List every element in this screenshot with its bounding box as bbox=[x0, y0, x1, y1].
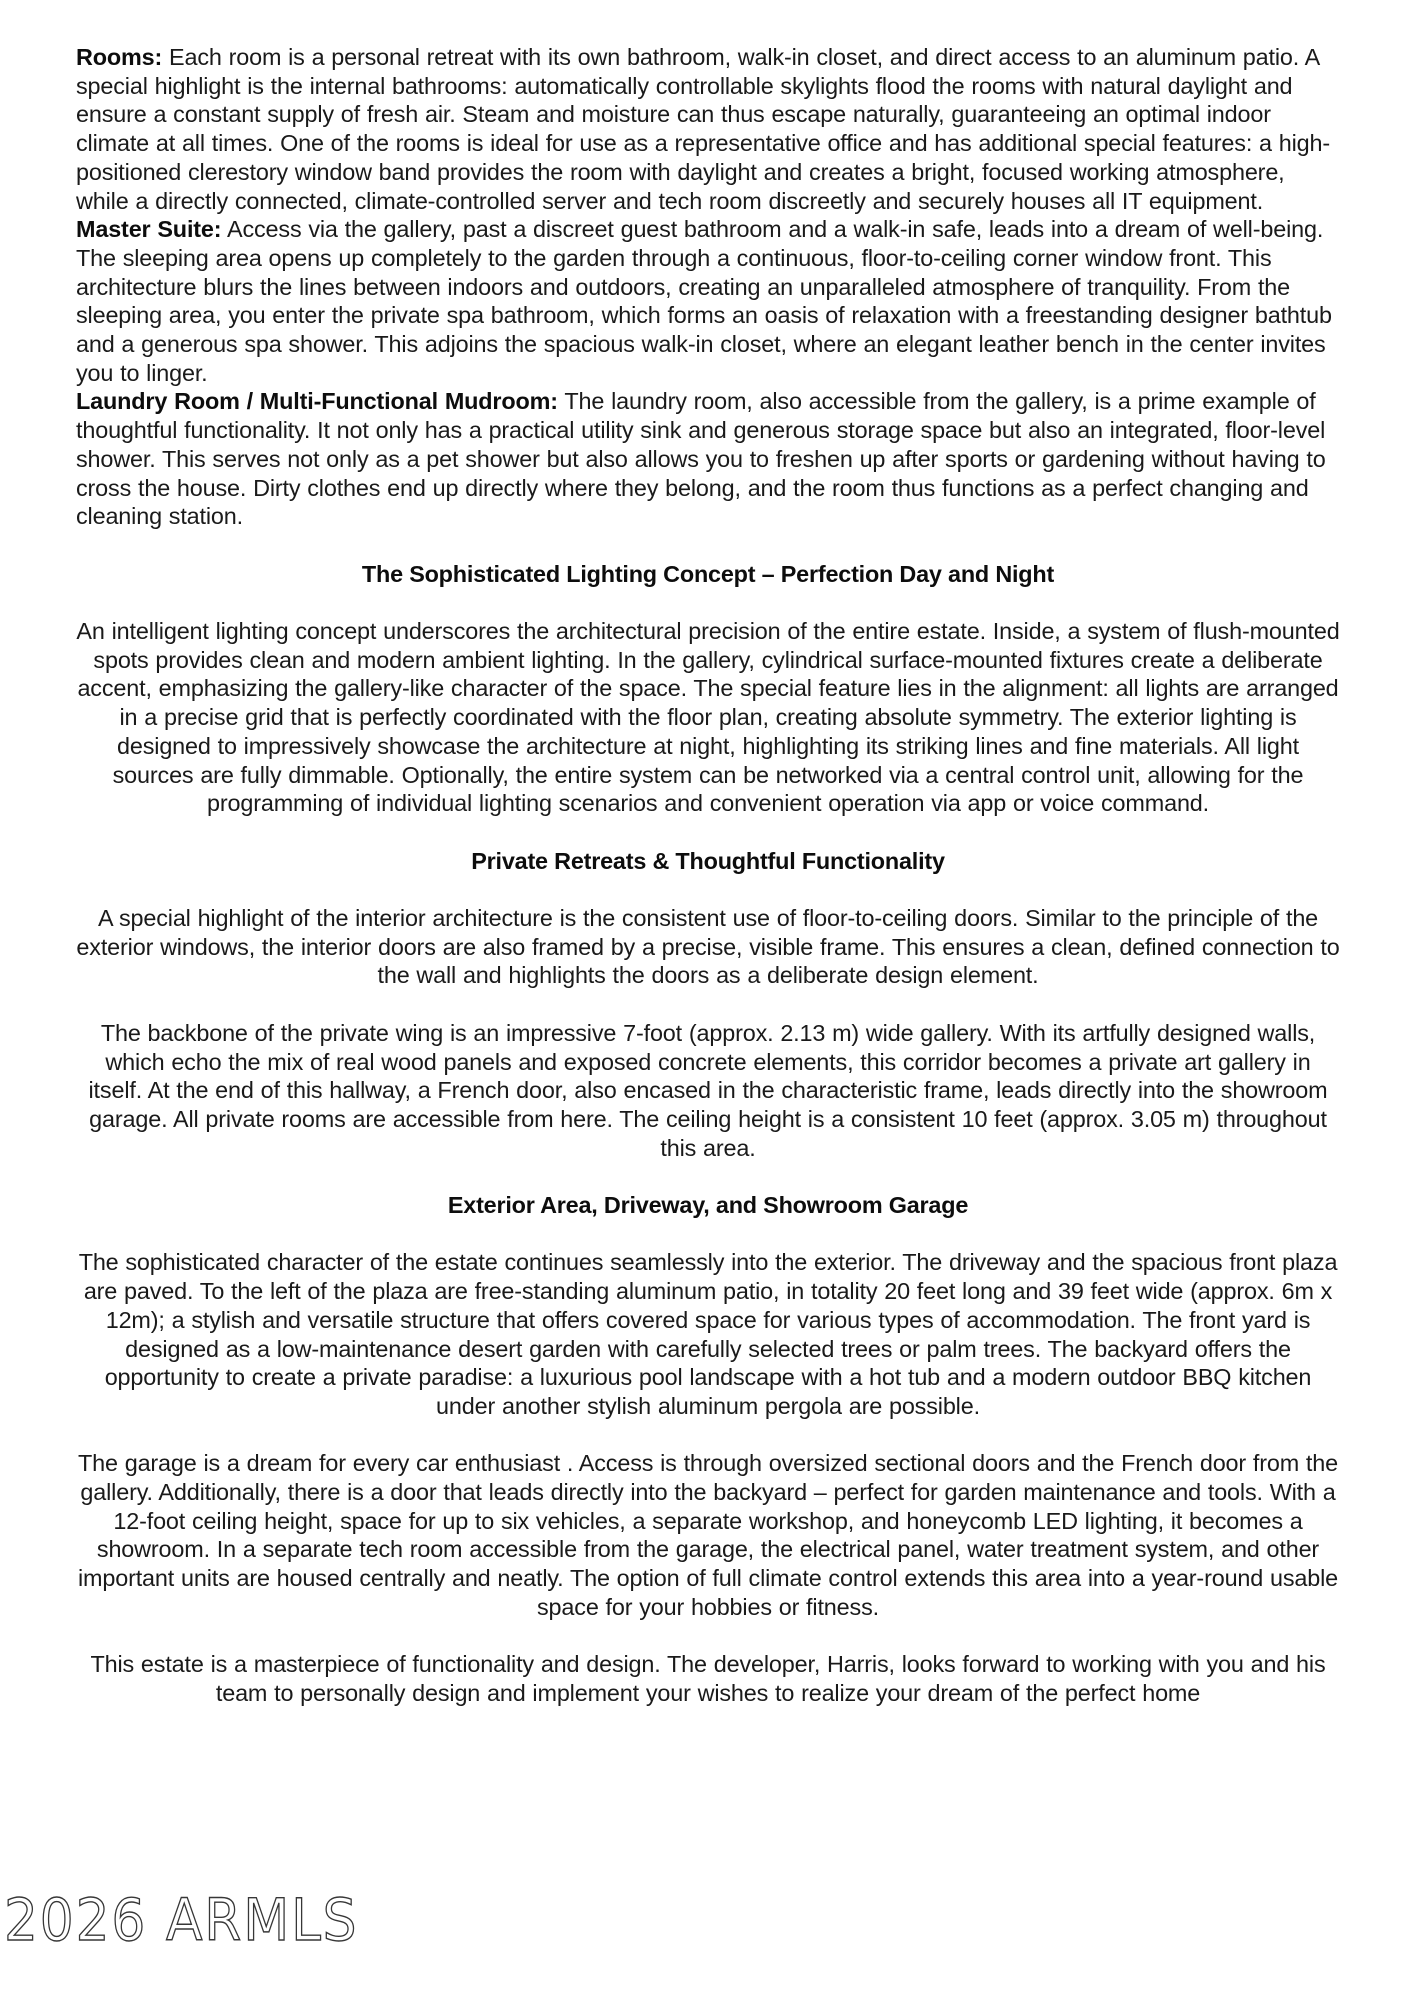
laundry-paragraph bbox=[76, 387, 1340, 531]
master-suite-text: Access via the gallery, past a discreet guest bathroom and a walk-in safe, leads into a dream of well-being. The sleeping area opens up completely to the garden through a continuous, floor-to-ceiling corner window front. This architecture blurs the lines between indoors and outdoors, creating an unparalleled atmosphere of tranquility. From the sleeping area, you enter the private spa bathroom, which forms an oasis of relaxation with a freestanding designer bathtub and a generous spa shower. This adjoins the spacious walk-in closet, where an elegant leather bench in the center invites you to linger. bbox=[76, 216, 1332, 386]
private-retreats-heading: Private Retreats & Thoughtful Functionality bbox=[471, 847, 945, 874]
document-page bbox=[76, 43, 1340, 1708]
laundry-label: Laundry Room / Multi-Functional Mudroom: bbox=[76, 388, 558, 415]
exterior-paragraph: The sophisticated character of the estate continues seamlessly into the exterior. The driveway and the spacious front plaza are paved. To the left of the plaza are free-standing aluminum patio, in totality 20 feet long and 39 feet wide (approx. 6m x 12m); a stylish and versatile structure that offers covered space for various types of accommodation. The front yard is designed as a low-maintenance desert garden with carefully selected trees or palm trees. The backyard offers the opportunity to create a private paradise: a luxurious pool landscape with a hot tub and a modern outdoor BBQ kitchen under another stylish aluminum pergola are possible. bbox=[78, 1249, 1338, 1419]
gallery-paragraph: The backbone of the private wing is an impressive 7-foot (approx. 2.13 m) wide gallery. With its artfully designed walls, which echo the mix of real wood panels and exposed concrete elements, this corridor becomes a private art gallery in itself. At the end of this hallway, a French door, also encased in the characteristic frame, leads directly into the showroom garage. All private rooms are accessible from here. The ceiling height is a consistent 10 feet (approx. 3.05 m) throughout this area. bbox=[88, 1019, 1328, 1161]
rooms-label: Rooms: bbox=[76, 44, 163, 70]
garage-paragraph: The garage is a dream for every car enthusiast . Access is through oversized sectional doors and the French door from the gallery. Additionally, there is a door that leads directly into the backyard – perfect for garden maintenance and tools. With a 12-foot ceiling height, space for up to six vehicles, a separate workshop, and honeycomb LED lighting, it becomes a showroom. In a separate tech room accessible from the garage, the electrical panel, water treatment system, and other important units are housed centrally and neatly. The option of full climate control extends this area into a year-round usable space for your hobbies or fitness. bbox=[77, 1450, 1339, 1620]
closing-paragraph: This estate is a masterpiece of functionality and design. The developer, Harris, looks forward to working with you and his team to personally design and implement your wishes to realize your dream of the perfect home bbox=[90, 1651, 1326, 1706]
master-suite-label: Master Suite: bbox=[76, 216, 222, 243]
lighting-paragraph: An intelligent lighting concept underscores the architectural precision of the entire estate. Inside, a system of flush-mounted spots provides clean and modern ambient lighting. In the gallery, cylindrical surface-mounted fixtures create a deliberate accent, emphasizing the gallery-like character of the space. The special feature lies in the alignment: all lights are arranged in a precise grid that is perfectly coordinated with the floor plan, creating absolute symmetry. The exterior lighting is designed to impressively showcase the architecture at night, highlighting its striking lines and fine materials. All light sources are fully dimmable. Optionally, the entire system can be networked via a central control unit, allowing for the programming of individual lighting scenarios and convenient operation via app or voice command. bbox=[76, 618, 1340, 817]
rooms-text: Each room is a personal retreat with its own bathroom, walk-in closet, and direct access to an aluminum patio. A special highlight is the internal bathrooms: automatically controllable skylights flood the rooms with natural daylight and ensure a constant supply of fresh air. Steam and moisture can thus escape naturally, guaranteeing an optimal indoor climate at all times. One of the rooms is ideal for use as a representative office and has additional special features: a high-positioned clerestory window band provides the room with daylight and creates a bright, focused working atmosphere, while a directly connected, climate-controlled server and tech room discreetly and securely houses all IT equipment. bbox=[76, 44, 1330, 214]
lighting-heading: The Sophisticated Lighting Concept – Perfection Day and Night bbox=[361, 560, 1055, 587]
exterior-heading: Exterior Area, Driveway, and Showroom Garage bbox=[447, 1192, 969, 1219]
doors-paragraph: A special highlight of the interior architecture is the consistent use of floor-to-ceiling doors. Similar to the principle of the exterior windows, the interior doors are also framed by a precise, visible frame. This ensures a clean, defined connection to the wall and highlights the doors as a deliberate design element. bbox=[76, 905, 1340, 989]
armls-watermark: 2026 ARMLS bbox=[4, 1886, 359, 1954]
rooms-paragraph bbox=[76, 43, 1340, 215]
master-suite-paragraph bbox=[76, 215, 1340, 387]
laundry-text: The laundry room, also accessible from the gallery, is a prime example of thoughtful functionality. It not only has a practical utility sink and generous storage space but also an integrated, floor-level shower. This serves not only as a pet shower but also allows you to freshen up after sports or gardening without having to cross the house. Dirty clothes end up directly where they belong, and the room thus functions as a perfect changing and cleaning station. bbox=[76, 388, 1326, 530]
